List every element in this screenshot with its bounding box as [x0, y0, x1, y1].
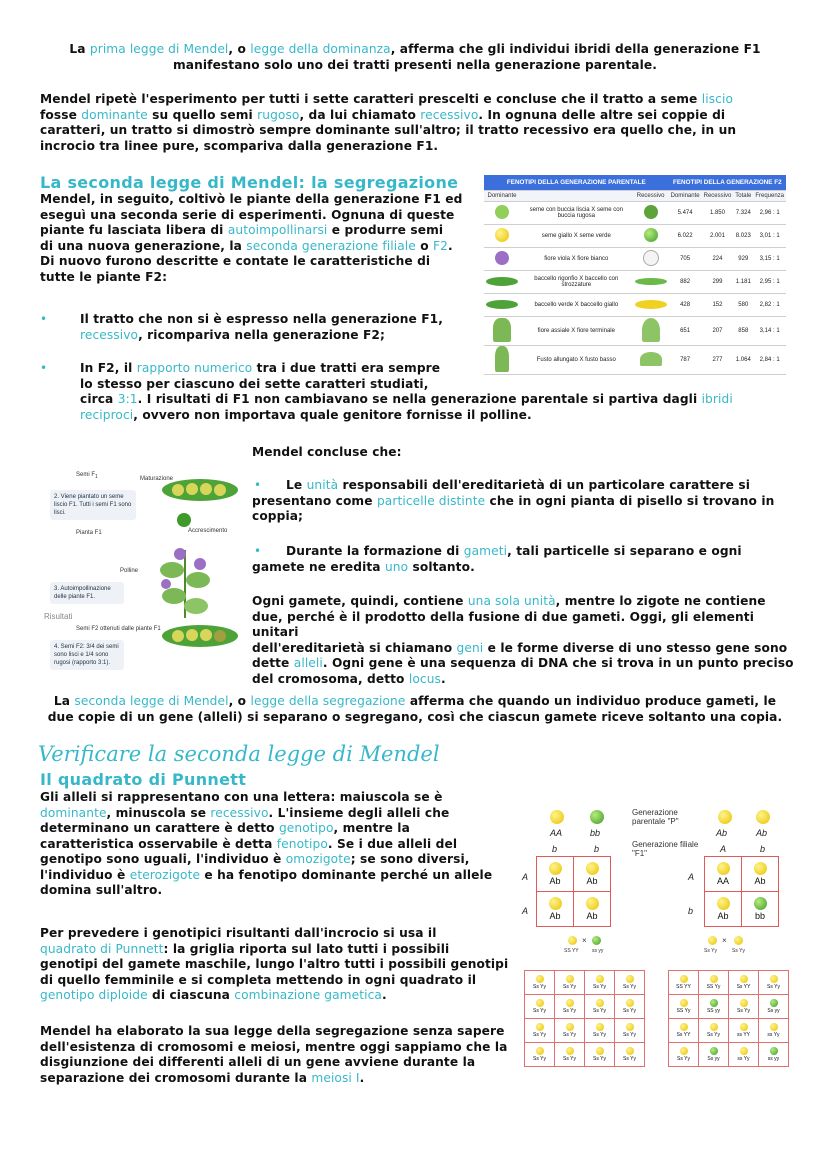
gamete-label: A: [720, 844, 727, 854]
yellow-pea-icon: [734, 936, 743, 945]
label-polline: Polline: [120, 568, 139, 574]
bullet-ratio: In F2, il rapporto numerico tra i due tratti era sempre lo stesso per ciascuno dei sette caratteri studiati, circa 3:1. I risultati di F1 non cambiavano se nella generazione parentale si partiva dagli ibridi reciproci, ovvero non importava quale genitore fornisse il polline.: [80, 361, 733, 422]
col-header: Totale: [733, 191, 753, 202]
col-header: Recessivo: [633, 191, 669, 202]
label-maturazione: Maturazione: [140, 476, 174, 482]
smooth-seed-icon: [495, 205, 509, 219]
label-pianta-f1: Pianta F1: [76, 530, 102, 536]
yellow-seed-icon: [495, 228, 509, 242]
col-header: Dominante: [669, 191, 702, 202]
label-semi-f1: Semi $F_1$: [76, 472, 98, 481]
terminal-flower-plant-icon: [642, 318, 660, 342]
label-accrescimento: Accrescimento: [188, 528, 228, 534]
green-pod-icon: [486, 300, 518, 309]
gamete-label: A: [522, 872, 529, 882]
section-title-segregation: La seconda legge di Mendel: la segregazione: [40, 173, 459, 192]
step-4-box: 4. Semi F2: 3/4 dei semi sono lisci e 1/4 sono rugosi (rapporto 3:1).: [50, 640, 124, 670]
bullet-icon: •: [254, 544, 262, 558]
table-header-f2: FENOTIPI DELLA GENERAZIONE F2: [669, 175, 786, 191]
pea-pod-f2-icon: [160, 618, 240, 652]
bullet-recessive: Il tratto che non si è espresso nella generazione F1, recessivo, ricompariva nella generazione F2;: [80, 312, 443, 342]
pea-plant-icon: [150, 540, 220, 620]
punnett-cell: Ab: [705, 892, 742, 927]
table-row: fiore viola X fiore bianco 705 224 929 3,15 : 1: [484, 248, 786, 271]
pea-experiment-figure: [40, 460, 240, 680]
seed-icon: [176, 512, 192, 528]
parent-genotype: ss yy: [592, 948, 604, 954]
label-gen-p: Generazione parentale "P": [632, 808, 679, 826]
label-gen-f1: Generazione filiale "F1": [632, 840, 699, 858]
step-2-box: 2. Viene piantato un seme liscio F1. Tutti i semi F1 sono lisci.: [50, 490, 136, 520]
gamete-label: b: [688, 906, 694, 916]
punnett-square-dihybrid-f1: Ss Yy Ss Yy Ss Yy Ss Yy Ss Yy Ss Yy Ss Yy Ss Yy Ss Yy Ss Yy Ss Yy Ss Yy Ss Yy Ss Yy Ss Yy Ss Yy: [524, 970, 645, 1067]
label-risultati: Risultati: [44, 612, 73, 621]
gamete-label: b: [552, 844, 558, 854]
yellow-pea-icon: [756, 810, 770, 824]
col-header: Dominante: [484, 191, 520, 202]
yellow-pod-icon: [635, 300, 667, 309]
constricted-pod-icon: [635, 278, 667, 285]
punnett-paragraph: Per prevedere i genotipici risultanti dall'incrocio si usa il quadrato di Punnett: la griglia riporta sul lato tutti i possibili genotipi del gamete maschile, lungo l'altro tutti i possibili genotipi di quello femminile e si completa mettendo in ogni quadrato il genotipo diploide di ciascuna combinazione gametica.: [40, 926, 509, 1002]
conclusion-genes: Ogni gamete, quindi, contiene una sola unità, mentre lo zigote ne contiene due, perché è il prodotto della fusione di due gameti. Oggi, gli elementi unitari dell'ereditarietà si chiamano geni e le forme diverse di uno stesso gene sono dette alleli. Ogni gene è una sequenza di DNA che si trova in un punto preciso del cromosoma, detto locus.: [252, 594, 794, 686]
second-law-paragraph: La seconda legge di Mendel, o legge della segregazione afferma che quando un individuo produce gameti, le due copie di un gene (alleli) si separano o segregano, così che ciascun gamete riceve soltanto una copia.: [47, 694, 783, 724]
conclusion-units: Le unità responsabili dell'ereditarietà di un particolare carattere si presentano come particelle distinte che in ogni pianta di pisello si trovano in coppia;: [252, 478, 775, 523]
bullet-icon: •: [40, 312, 48, 326]
gamete-label: A: [688, 872, 695, 882]
punnett-cell: Ab: [742, 857, 779, 892]
bullet-icon: •: [254, 478, 262, 492]
table-row: baccello verde X baccello giallo 428 152 580 2,82 : 1: [484, 294, 786, 317]
green-pea-icon: [592, 936, 601, 945]
wrinkled-seed-icon: [644, 205, 658, 219]
punnett-square-monohybrid: [536, 856, 611, 927]
punnett-cell: Ab: [574, 857, 611, 892]
dominance-paragraph: Mendel ripetè l'esperimento per tutti i sette caratteri prescelti e concluse che il tratto a seme liscio fosse dominante su quello semi rugoso, da lui chiamato recessivo. In ognuna delle altre sei coppie di caratteri, un tratto si dimostrò sempre dominante sull'altro; il tratto recessivo era quello che, in un incrocio tra linee pure, scompariva dalla generazione F1.: [40, 92, 737, 153]
table-row: baccello rigonfio X baccello con strozzature 882 299 1.181 2,95 : 1: [484, 271, 786, 294]
yellow-pea-icon: [708, 936, 717, 945]
bullet-icon: •: [40, 361, 48, 375]
phenotype-table: [484, 175, 786, 375]
purple-flower-icon: [495, 251, 509, 265]
table-row: Fusto allungato X fusto basso 787 277 1.064 2,84 : 1: [484, 346, 786, 375]
meiosis-paragraph: Mendel ha elaborato la sua legge della segregazione senza sapere dell'esistenza di cromosomi e meiosi, mentre oggi sappiamo che la disgiunzione dei differenti alleli di un gene avviene durante la separazione dei cromosomi durante la meiosi I.: [40, 1024, 508, 1085]
col-header: Recessivo: [702, 191, 734, 202]
punnett-cell: Ab: [574, 892, 611, 927]
step-3-box: 3. Autoimpollinazione delle piante F1.: [50, 582, 124, 604]
first-law-paragraph: La prima legge di Mendel, o legge della dominanza, afferma che gli individui ibridi della generazione F1 manifestano solo uno dei tratti presenti nella generazione parentale.: [69, 42, 761, 72]
col-header: Frequenza: [753, 191, 786, 202]
white-flower-icon: [643, 250, 659, 266]
table-row: fiore assiale X fiore terminale 651 207 858 3,14 : 1: [484, 317, 786, 346]
table-header-parental: FENOTIPI DELLA GENERAZIONE PARENTALE: [484, 175, 669, 191]
yellow-pea-icon: [568, 936, 577, 945]
punnett-square-f2: [704, 856, 779, 927]
inflated-pod-icon: [486, 277, 518, 286]
conclusion-intro: Mendel concluse che:: [252, 445, 402, 459]
punnett-cell: Ab: [537, 892, 574, 927]
yellow-pea-icon: [718, 810, 732, 824]
punnett-square-dihybrid-f2: SS YY SS Yy Ss YY Ss Yy SS Yy SS yy Ss Yy Ss yy Ss YY Ss Yy ss YY ss Yy Ss Yy Ss yy ss Yy ss yy: [668, 970, 789, 1067]
table-row: seme giallo X seme verde 6.022 2.001 8.023 3,01 : 1: [484, 225, 786, 248]
table-row: seme con buccia liscia X seme con buccia rugosa 5.474 1.850 7.324 2,96 : 1: [484, 202, 786, 225]
green-seed-icon: [644, 228, 658, 242]
parent-genotype: Ss Yy: [732, 948, 745, 954]
col-header: [520, 191, 633, 202]
gamete-label: A: [522, 906, 529, 916]
parent-genotype: Ss Yy: [704, 948, 717, 954]
parent-genotype: bb: [590, 828, 601, 838]
punnett-cell: bb: [742, 892, 779, 927]
short-plant-icon: [640, 352, 662, 366]
yellow-pea-icon: [550, 810, 564, 824]
tall-plant-icon: [495, 346, 509, 372]
punnett-diagrams: [512, 800, 802, 1100]
cross-icon: ×: [722, 936, 727, 945]
gamete-label: b: [594, 844, 600, 854]
segregation-paragraph: Mendel, in seguito, coltivò le piante della generazione F1 ed eseguì una seconda serie di esperimenti. Ognuna di queste piante fu lasciata libera di autoimpollinarsi e produrre semi di una nuova generazione, la seconda generazione filiale o F2. Di nuovo furono descritte e contate le caratteristiche di tutte le piante F2:: [40, 192, 463, 284]
parent-genotype: Ab: [756, 828, 768, 838]
cross-icon: ×: [582, 936, 587, 945]
parent-genotype: SS YY: [564, 948, 579, 954]
label-semi-f2: Semi F2 ottenuti dalle piante F1: [76, 626, 161, 632]
alleles-paragraph: Gli alleli si rappresentano con una lettera: maiuscola se è dominante, minuscola se recessivo. L'insieme degli alleli che determinano un carattere è detto genotipo, mentre la caratteristica osservabile è detta fenotipo. Se i due alleli del genotipo sono uguali, l'individuo è omozigote; se sono diversi, l'individuo è eterozigote e ha fenotipo dominante perché un allele domina sull'altro.: [40, 790, 493, 897]
conclusion-gametes: Durante la formazione di gameti, tali particelle si separano e ogni gamete ne eredita uno soltanto.: [252, 544, 742, 574]
parent-genotype: Ab: [716, 828, 728, 838]
subtitle-punnett: Il quadrato di Punnett: [40, 770, 247, 789]
parent-genotype: AA: [550, 828, 563, 838]
punnett-cell: AA: [705, 857, 742, 892]
axial-flower-plant-icon: [493, 318, 511, 342]
pea-pod-icon: [160, 472, 240, 506]
section-title-verify: Verificare la seconda legge di Mendel: [38, 742, 440, 766]
punnett-cell: Ab: [537, 857, 574, 892]
gamete-label: b: [760, 844, 766, 854]
green-pea-icon: [590, 810, 604, 824]
